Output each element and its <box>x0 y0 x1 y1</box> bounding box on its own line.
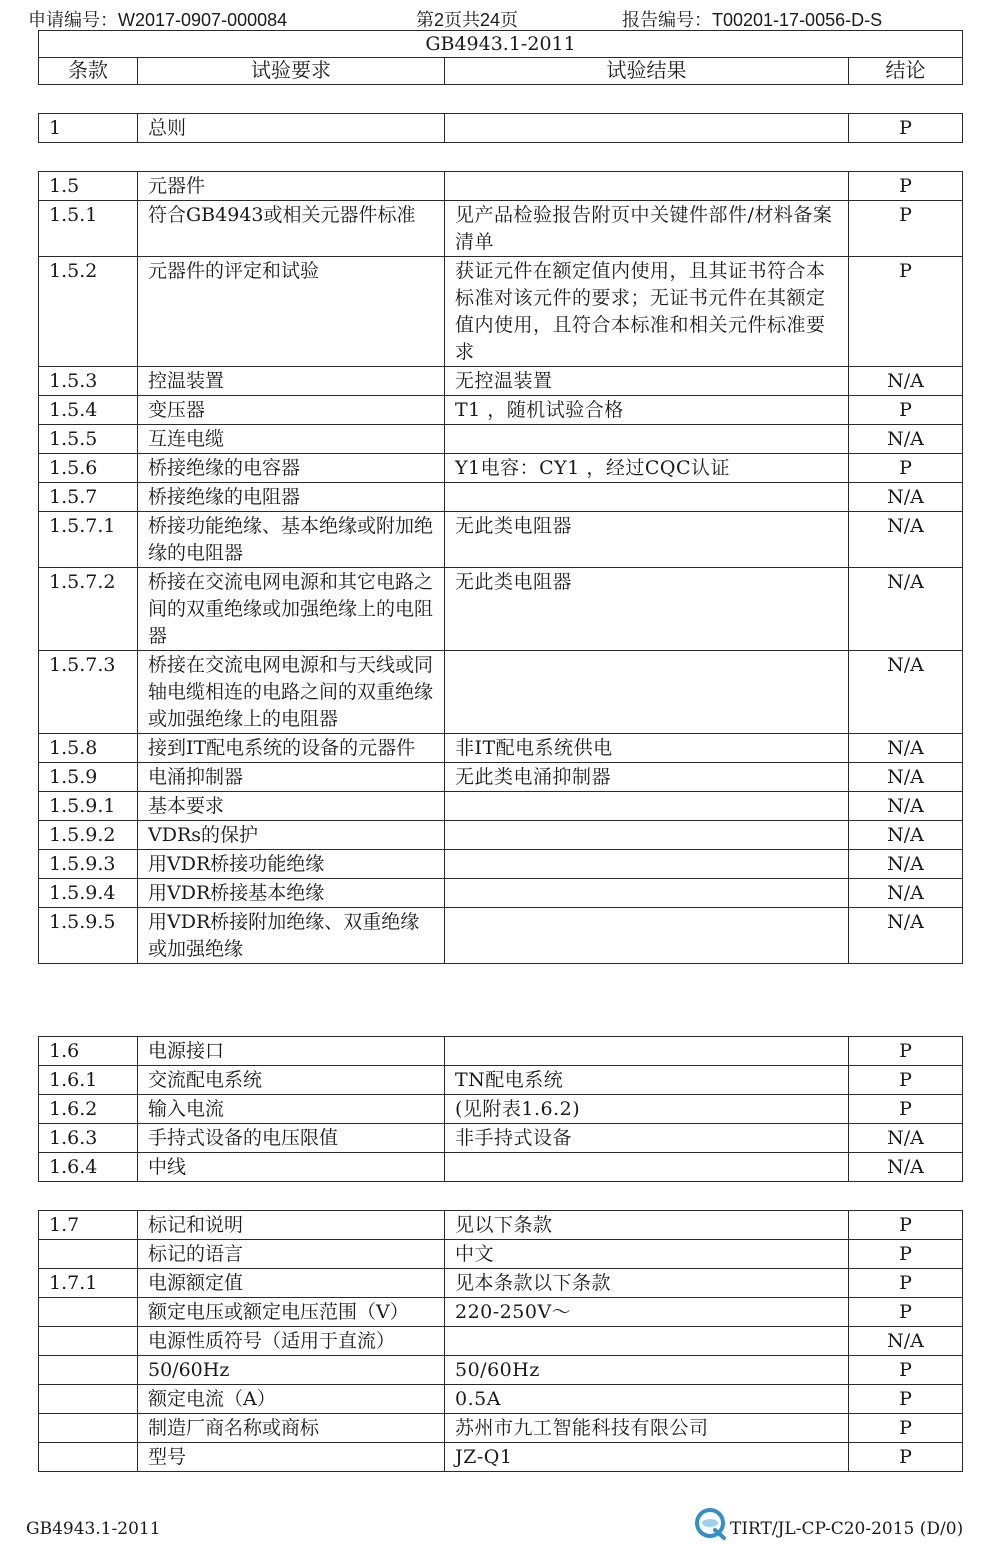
verdict-cell: P <box>849 172 963 201</box>
clause-cell <box>39 1385 138 1414</box>
requirement-cell: 基本要求 <box>138 792 445 821</box>
verdict-cell: P <box>849 1066 963 1095</box>
requirement-cell: 控温装置 <box>138 367 445 396</box>
table-row <box>39 1385 963 1414</box>
clause-cell: 1.5.8 <box>39 734 138 763</box>
clause-cell: 1.6.2 <box>39 1095 138 1124</box>
result-cell: T1 ，随机试验合格 <box>445 396 849 425</box>
col-header-verdict: 结论 <box>849 58 963 85</box>
col-header-clause: 条款 <box>39 58 138 85</box>
verdict-cell: N/A <box>849 1124 963 1153</box>
standard-title: GB4943.1-2011 <box>39 31 963 58</box>
clause-cell: 1.5.9.5 <box>39 908 138 964</box>
clause-cell <box>39 1356 138 1385</box>
clause-cell <box>39 1240 138 1269</box>
requirement-cell: 用VDR桥接附加绝缘、双重绝缘或加强绝缘 <box>138 908 445 964</box>
requirement-cell: 接到IT配电系统的设备的元器件 <box>138 734 445 763</box>
clause-cell: 1.6.1 <box>39 1066 138 1095</box>
clause-cell: 1.7 <box>39 1211 138 1240</box>
requirement-cell: 电涌抑制器 <box>138 763 445 792</box>
table-row <box>39 1095 963 1124</box>
requirement-cell: 变压器 <box>138 396 445 425</box>
requirement-cell: 标记和说明 <box>138 1211 445 1240</box>
clause-cell: 1.5.6 <box>39 454 138 483</box>
table-row <box>39 908 963 964</box>
verdict-cell: P <box>849 1385 963 1414</box>
clause-cell: 1.6.3 <box>39 1124 138 1153</box>
table-row <box>39 734 963 763</box>
table-row <box>39 512 963 568</box>
verdict-cell: N/A <box>849 1327 963 1356</box>
clause-cell: 1.5.9.2 <box>39 821 138 850</box>
clause-cell <box>39 1443 138 1472</box>
verdict-cell: N/A <box>849 792 963 821</box>
table-row <box>39 396 963 425</box>
requirement-cell: 交流配电系统 <box>138 1066 445 1095</box>
result-cell: 0.5A <box>445 1385 849 1414</box>
result-cell <box>445 1037 849 1066</box>
table-row <box>39 1269 963 1298</box>
section-table <box>38 113 963 143</box>
result-cell <box>445 1327 849 1356</box>
verdict-cell: P <box>849 1414 963 1443</box>
table-row <box>39 1240 963 1269</box>
verdict-cell: P <box>849 1037 963 1066</box>
result-cell: 非手持式设备 <box>445 1124 849 1153</box>
requirement-cell: 型号 <box>138 1443 445 1472</box>
result-cell <box>445 1153 849 1182</box>
table-row <box>39 257 963 367</box>
clause-cell <box>39 1327 138 1356</box>
requirement-cell: 电源接口 <box>138 1037 445 1066</box>
requirement-cell: 输入电流 <box>138 1095 445 1124</box>
table-row <box>39 1066 963 1095</box>
verdict-cell: P <box>849 454 963 483</box>
result-cell: Y1电容：CY1 ，经过CQC认证 <box>445 454 849 483</box>
requirement-cell: 符合GB4943或相关元器件标准 <box>138 201 445 257</box>
table-row <box>39 1298 963 1327</box>
requirement-cell: 用VDR桥接基本绝缘 <box>138 879 445 908</box>
result-cell <box>445 850 849 879</box>
requirement-cell: 元器件 <box>138 172 445 201</box>
verdict-cell: N/A <box>849 763 963 792</box>
verdict-cell: N/A <box>849 734 963 763</box>
result-cell <box>445 483 849 512</box>
clause-cell: 1.5.2 <box>39 257 138 367</box>
result-cell: 无控温装置 <box>445 367 849 396</box>
result-cell <box>445 172 849 201</box>
result-cell <box>445 908 849 964</box>
table-row <box>39 1414 963 1443</box>
footer-standard: GB4943.1-2011 <box>26 1519 161 1539</box>
requirement-cell: 桥接绝缘的电阻器 <box>138 483 445 512</box>
requirement-cell: 电源性质符号（适用于直流） <box>138 1327 445 1356</box>
result-cell: 中文 <box>445 1240 849 1269</box>
clause-cell: 1.5 <box>39 172 138 201</box>
result-cell <box>445 114 849 143</box>
result-cell: 见以下条款 <box>445 1211 849 1240</box>
result-cell: 获证元件在额定值内使用，且其证书符合本标准对该元件的要求；无证书元件在其额定值内使用，且符合本标准和相关元件标准要求 <box>445 257 849 367</box>
table-row <box>39 763 963 792</box>
section-table <box>38 171 963 964</box>
footer-form-code: TIRT/JL-CP-C20-2015 (D/0) <box>730 1519 964 1539</box>
clause-cell: 1.5.9.4 <box>39 879 138 908</box>
verdict-cell: P <box>849 257 963 367</box>
table-row <box>39 367 963 396</box>
table-row <box>39 172 963 201</box>
requirement-cell: 额定电压或额定电压范围（V） <box>138 1298 445 1327</box>
result-cell: 见本条款以下条款 <box>445 1269 849 1298</box>
requirement-cell: 额定电流（A） <box>138 1385 445 1414</box>
requirement-cell: 总则 <box>138 114 445 143</box>
clause-cell: 1.5.7.2 <box>39 568 138 651</box>
verdict-cell: P <box>849 1443 963 1472</box>
verdict-cell: N/A <box>849 879 963 908</box>
report-number: 报告编号：T00201-17-0056-D-S <box>622 10 883 30</box>
result-cell <box>445 651 849 734</box>
result-cell: 220-250V～ <box>445 1298 849 1327</box>
table-row <box>39 483 963 512</box>
application-number: 申请编号：W2017-0907-000084 <box>28 10 288 30</box>
clause-cell: 1.6 <box>39 1037 138 1066</box>
clause-cell: 1.5.9 <box>39 763 138 792</box>
table-row <box>39 1124 963 1153</box>
requirement-cell: 电源额定值 <box>138 1269 445 1298</box>
result-cell: (见附表1.6.2) <box>445 1095 849 1124</box>
verdict-cell: P <box>849 1095 963 1124</box>
clause-cell: 1.5.7.3 <box>39 651 138 734</box>
verdict-cell: P <box>849 1356 963 1385</box>
verdict-cell: P <box>849 114 963 143</box>
result-cell: 无此类电涌抑制器 <box>445 763 849 792</box>
verdict-cell: N/A <box>849 512 963 568</box>
result-cell: 苏州市九工智能科技有限公司 <box>445 1414 849 1443</box>
clause-cell: 1.5.1 <box>39 201 138 257</box>
clause-cell: 1.5.9.1 <box>39 792 138 821</box>
table-row <box>39 879 963 908</box>
verdict-cell: N/A <box>849 651 963 734</box>
table-row <box>39 850 963 879</box>
requirement-cell: 元器件的评定和试验 <box>138 257 445 367</box>
verdict-cell: P <box>849 1298 963 1327</box>
requirement-cell: 制造厂商名称或商标 <box>138 1414 445 1443</box>
page-indicator: 第2页共24页 <box>416 10 519 30</box>
clause-cell <box>39 1298 138 1327</box>
table-row <box>39 1037 963 1066</box>
requirement-cell: 50/60Hz <box>138 1356 445 1385</box>
section-table <box>38 1036 963 1182</box>
verdict-cell: N/A <box>849 483 963 512</box>
clause-cell: 1.5.9.3 <box>39 850 138 879</box>
table-row <box>39 1443 963 1472</box>
table-row <box>39 651 963 734</box>
verdict-cell: N/A <box>849 1153 963 1182</box>
table-row <box>39 201 963 257</box>
clause-cell: 1.7.1 <box>39 1269 138 1298</box>
table-row <box>39 821 963 850</box>
table-row <box>39 114 963 143</box>
requirement-cell: 桥接绝缘的电容器 <box>138 454 445 483</box>
col-header-result: 试验结果 <box>445 58 849 85</box>
verdict-cell: P <box>849 1211 963 1240</box>
requirement-cell: VDRs的保护 <box>138 821 445 850</box>
requirement-cell: 用VDR桥接功能绝缘 <box>138 850 445 879</box>
section-table <box>38 1210 963 1472</box>
table-row <box>39 792 963 821</box>
verdict-cell: N/A <box>849 821 963 850</box>
result-cell: TN配电系统 <box>445 1066 849 1095</box>
table-row <box>39 454 963 483</box>
requirement-cell: 手持式设备的电压限值 <box>138 1124 445 1153</box>
result-cell: 50/60Hz <box>445 1356 849 1385</box>
requirement-cell: 互连电缆 <box>138 425 445 454</box>
requirement-cell: 标记的语言 <box>138 1240 445 1269</box>
clause-cell: 1.6.4 <box>39 1153 138 1182</box>
lab-logo-icon <box>693 1506 727 1540</box>
result-cell <box>445 425 849 454</box>
verdict-cell: P <box>849 1240 963 1269</box>
verdict-cell: N/A <box>849 367 963 396</box>
requirement-cell: 桥接功能绝缘、基本绝缘或附加绝缘的电阻器 <box>138 512 445 568</box>
table-row <box>39 425 963 454</box>
result-cell: 非IT配电系统供电 <box>445 734 849 763</box>
verdict-cell: P <box>849 1269 963 1298</box>
verdict-cell: N/A <box>849 425 963 454</box>
clause-cell: 1.5.5 <box>39 425 138 454</box>
verdict-cell: P <box>849 396 963 425</box>
requirement-cell: 桥接在交流电网电源和与天线或同轴电缆相连的电路之间的双重绝缘或加强绝缘上的电阻器 <box>138 651 445 734</box>
table-row <box>39 1153 963 1182</box>
table-row <box>39 1356 963 1385</box>
requirement-cell: 桥接在交流电网电源和其它电路之间的双重绝缘或加强绝缘上的电阻器 <box>138 568 445 651</box>
clause-cell: 1.5.3 <box>39 367 138 396</box>
result-cell <box>445 821 849 850</box>
clause-cell: 1.5.4 <box>39 396 138 425</box>
result-cell <box>445 792 849 821</box>
verdict-cell: N/A <box>849 568 963 651</box>
clause-cell: 1 <box>39 114 138 143</box>
table-row <box>39 1327 963 1356</box>
clause-cell: 1.5.7.1 <box>39 512 138 568</box>
result-cell <box>445 879 849 908</box>
result-cell: 见产品检验报告附页中关键件部件/材料备案清单 <box>445 201 849 257</box>
table-header <box>38 30 963 85</box>
table-row <box>39 568 963 651</box>
table-row <box>39 1211 963 1240</box>
requirement-cell: 中线 <box>138 1153 445 1182</box>
clause-cell: 1.5.7 <box>39 483 138 512</box>
result-cell: 无此类电阻器 <box>445 568 849 651</box>
result-cell: 无此类电阻器 <box>445 512 849 568</box>
verdict-cell: N/A <box>849 850 963 879</box>
clause-cell <box>39 1414 138 1443</box>
verdict-cell: N/A <box>849 908 963 964</box>
result-cell: JZ-Q1 <box>445 1443 849 1472</box>
verdict-cell: P <box>849 201 963 257</box>
col-header-requirement: 试验要求 <box>138 58 445 85</box>
